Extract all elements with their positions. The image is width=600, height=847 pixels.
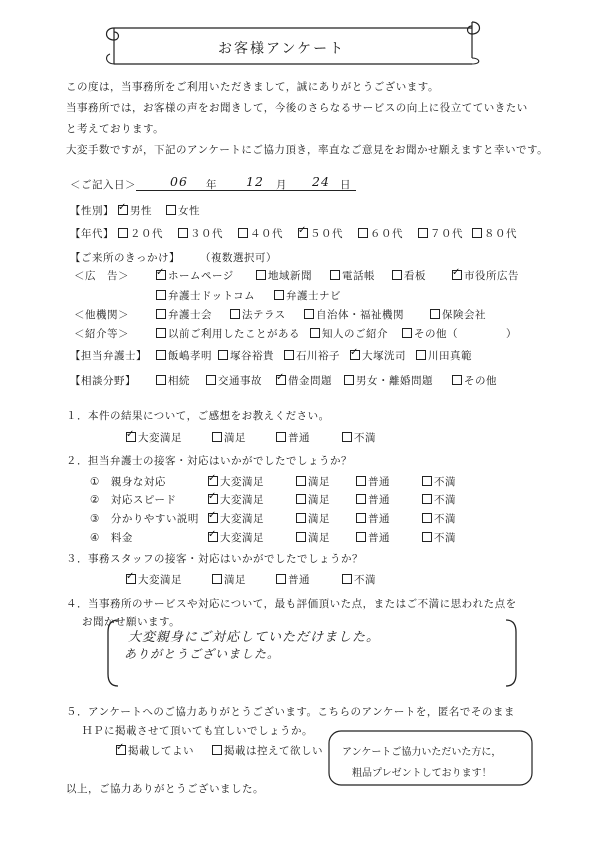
option-label: 満足: [308, 494, 330, 506]
checkbox-icon[interactable]: [178, 228, 188, 238]
field-option[interactable]: [276, 374, 332, 388]
checkbox-icon[interactable]: [356, 532, 366, 542]
checkbox-checked-icon[interactable]: [208, 494, 218, 504]
other-agency-option[interactable]: [230, 308, 286, 322]
date-underline: [136, 190, 356, 191]
lawyer-option[interactable]: [156, 349, 212, 363]
q2-option[interactable]: [296, 493, 330, 507]
checkbox-checked-icon[interactable]: [452, 270, 462, 280]
checkbox-icon[interactable]: [256, 270, 266, 280]
q2-row-label: ① 親身な対応: [90, 476, 166, 488]
option-label: 普通: [368, 494, 390, 506]
option-label: 借金問題: [288, 375, 332, 387]
q3-option[interactable]: [212, 573, 246, 587]
ad-option[interactable]: [452, 269, 519, 283]
ad-option[interactable]: [330, 269, 375, 283]
date-label: ＜ご記入日＞: [70, 179, 136, 191]
option-label: その他: [464, 375, 497, 387]
lawyer-option[interactable]: [218, 349, 274, 363]
option-label: 満足: [308, 513, 330, 525]
option-label: 不満: [434, 513, 456, 525]
age-option[interactable]: [118, 227, 163, 241]
checkbox-icon[interactable]: [238, 228, 248, 238]
checkbox-checked-icon[interactable]: [298, 228, 308, 238]
lawyer-option[interactable]: [350, 349, 406, 363]
age-option[interactable]: [418, 227, 463, 241]
closing-text: 以上，ご協力ありがとうございました。: [66, 783, 264, 795]
option-label: 不満: [354, 432, 376, 444]
checkbox-icon[interactable]: [296, 532, 306, 542]
age-option[interactable]: [358, 227, 403, 241]
option-label: 弁護士会: [168, 309, 212, 321]
intro-line-3: と考えております。: [66, 123, 165, 135]
field-option[interactable]: [206, 374, 262, 388]
checkbox-icon[interactable]: [156, 375, 166, 385]
option-label: 大変満足: [138, 432, 182, 444]
q2-option[interactable]: [208, 531, 264, 545]
option-label: 弁護士ナビ: [286, 290, 341, 302]
option-label: ３０代: [190, 228, 223, 240]
q2-option[interactable]: [296, 512, 330, 526]
option-label: 大変満足: [138, 574, 182, 586]
gender-option[interactable]: [118, 204, 152, 218]
q2-option[interactable]: [296, 531, 330, 545]
q3-option[interactable]: [276, 573, 310, 587]
date-year-value[interactable]: 06: [170, 174, 188, 189]
option-label: ８０代: [484, 228, 517, 240]
q1-option[interactable]: [342, 431, 376, 445]
q2-option[interactable]: [208, 475, 264, 489]
option-label: 大変満足: [220, 494, 264, 506]
q2-option[interactable]: [296, 475, 330, 489]
checkbox-icon[interactable]: [330, 270, 340, 280]
q4-text-line-2: お聞かせ願います。: [82, 616, 181, 628]
q4-text-line-1: ４．当事務所のサービスや対応について，最も評価頂いた点，またはご不満に思われた点を: [66, 598, 517, 610]
option-label: 自治体・福祉機関: [316, 309, 404, 321]
date-month-unit: 月: [276, 179, 287, 191]
option-label: ホームページ: [168, 270, 234, 282]
q4-answer-line-2[interactable]: ありがとうございました。: [124, 647, 281, 661]
option-label: 不満: [354, 574, 376, 586]
checkbox-icon[interactable]: [274, 290, 284, 300]
q5-text-line-1: ５．アンケートへのご協力ありがとうございます。こちらのアンケートを，匿名でそのまま: [66, 706, 515, 718]
option-label: 保険会社: [442, 309, 486, 321]
checkbox-icon[interactable]: [296, 476, 306, 486]
date-year-unit: 年: [206, 179, 217, 191]
option-label: 不満: [434, 494, 456, 506]
option-label: 地域新聞: [268, 270, 312, 282]
checkbox-icon[interactable]: [472, 228, 482, 238]
checkbox-icon[interactable]: [284, 350, 294, 360]
trigger-label: 【ご来所のきっかけ】: [70, 252, 180, 264]
option-label: 飯嶋孝明: [168, 350, 212, 362]
q2-text: ２．担当弁護士の接客・対応はいかがでしたでしょうか？: [66, 455, 352, 467]
option-label: 大塚洸司: [362, 350, 406, 362]
checkbox-icon[interactable]: [230, 309, 240, 319]
q1-option[interactable]: [126, 431, 182, 445]
checkbox-icon[interactable]: [212, 574, 222, 584]
option-label: 塚谷裕貴: [230, 350, 274, 362]
checkbox-icon[interactable]: [422, 532, 432, 542]
q3-option[interactable]: [342, 573, 376, 587]
option-label: 普通: [368, 513, 390, 525]
option-label: ６０代: [370, 228, 403, 240]
option-label: その他（: [414, 328, 458, 340]
option-label: 掲載は控えて欲しい: [224, 745, 323, 757]
q5-option[interactable]: [116, 744, 194, 758]
option-label: 大変満足: [220, 476, 264, 488]
other-agency-label: ＜他機関＞: [74, 309, 129, 321]
option-label: 男性: [130, 205, 152, 217]
q2-option[interactable]: [422, 493, 456, 507]
checkbox-checked-icon[interactable]: [208, 476, 218, 486]
option-label: 普通: [368, 476, 390, 488]
option-label: 男女・離婚問題: [356, 375, 433, 387]
option-label: 掲載してよい: [128, 745, 194, 757]
option-label: 満足: [308, 476, 330, 488]
checkbox-icon[interactable]: [156, 328, 166, 338]
checkbox-icon[interactable]: [212, 432, 222, 442]
checkbox-icon[interactable]: [156, 290, 166, 300]
ad-option[interactable]: [156, 289, 255, 303]
q1-text: １．本件の結果について，ご感想をお教えください。: [66, 410, 330, 422]
q5-option[interactable]: [212, 744, 323, 758]
checkbox-checked-icon[interactable]: [350, 350, 360, 360]
referral-option[interactable]: [156, 327, 300, 341]
checkbox-icon[interactable]: [356, 476, 366, 486]
q2-option[interactable]: [208, 493, 264, 507]
option-label: 普通: [288, 574, 310, 586]
checkbox-icon[interactable]: [422, 494, 432, 504]
q2-option[interactable]: [422, 512, 456, 526]
date-day-value[interactable]: 24: [312, 174, 330, 189]
option-label: ７０代: [430, 228, 463, 240]
option-label: 市役所広告: [464, 270, 519, 282]
checkbox-icon[interactable]: [156, 309, 166, 319]
q2-row-label: ④ 料金: [90, 532, 133, 544]
checkbox-icon[interactable]: [212, 745, 222, 755]
ad-option[interactable]: [256, 269, 312, 283]
intro-line-2: 当事務所では，お客様の声をお聞きして，今後のさらなるサービスの向上に役立てていきたい: [66, 102, 528, 114]
checkbox-icon[interactable]: [276, 432, 286, 442]
other-agency-option[interactable]: [304, 308, 404, 322]
option-label: 大変満足: [220, 513, 264, 525]
other-agency-option[interactable]: [156, 308, 212, 322]
field-option[interactable]: [156, 374, 190, 388]
checkbox-icon[interactable]: [356, 494, 366, 504]
referral-close-paren: ）: [506, 328, 517, 340]
referral-label: ＜紹介等＞: [74, 328, 129, 340]
checkbox-icon[interactable]: [342, 432, 352, 442]
checkbox-icon[interactable]: [430, 309, 440, 319]
age-option[interactable]: [238, 227, 283, 241]
gender-option[interactable]: [166, 204, 200, 218]
checkbox-icon[interactable]: [166, 205, 176, 215]
q2-option[interactable]: [422, 531, 456, 545]
option-label: 石川裕子: [296, 350, 340, 362]
option-label: ４０代: [250, 228, 283, 240]
checkbox-icon[interactable]: [422, 513, 432, 523]
checkbox-icon[interactable]: [358, 228, 368, 238]
option-label: 川田真範: [428, 350, 472, 362]
option-label: 相続: [168, 375, 190, 387]
q1-option[interactable]: [212, 431, 246, 445]
lawyer-option[interactable]: [284, 349, 340, 363]
option-label: 弁護士ドットコム: [168, 290, 256, 302]
checkbox-icon[interactable]: [156, 350, 166, 360]
checkbox-checked-icon[interactable]: [208, 532, 218, 542]
field-option[interactable]: [344, 374, 433, 388]
checkbox-icon[interactable]: [344, 375, 354, 385]
q2-row-label: ③ 分かりやすい説明: [90, 513, 199, 525]
gender-label: 【性別】: [70, 205, 114, 217]
q2-option[interactable]: [356, 512, 390, 526]
trigger-note: （複数選択可）: [200, 252, 277, 264]
option-label: ５０代: [310, 228, 343, 240]
q3-text: ３．事務スタッフの接客・対応はいかがでしたでしょうか？: [66, 553, 363, 565]
checkbox-icon[interactable]: [356, 513, 366, 523]
option-label: 女性: [178, 205, 200, 217]
field-label: 【相談分野】: [70, 375, 136, 387]
option-label: 知人のご紹介: [322, 328, 388, 340]
option-label: 大変満足: [220, 532, 264, 544]
checkbox-icon[interactable]: [418, 228, 428, 238]
option-label: 満足: [308, 532, 330, 544]
q1-option[interactable]: [276, 431, 310, 445]
checkbox-icon[interactable]: [422, 476, 432, 486]
referral-option[interactable]: [310, 327, 388, 341]
q3-option[interactable]: [126, 573, 182, 587]
checkbox-icon[interactable]: [304, 309, 314, 319]
q2-option[interactable]: [422, 475, 456, 489]
checkbox-icon[interactable]: [392, 270, 402, 280]
lawyer-label: 【担当弁護士】: [70, 350, 147, 362]
q5-text-line-2: ＨＰに掲載させて頂いても宜しいでしょうか。: [82, 725, 313, 737]
age-option[interactable]: [472, 227, 517, 241]
checkbox-checked-icon[interactable]: [116, 745, 126, 755]
checkbox-icon[interactable]: [206, 375, 216, 385]
q2-row-label: ② 対応スピード: [90, 494, 177, 506]
checkbox-icon[interactable]: [452, 375, 462, 385]
checkbox-checked-icon[interactable]: [118, 205, 128, 215]
lawyer-option[interactable]: [416, 349, 472, 363]
option-label: 電話帳: [342, 270, 375, 282]
checkbox-icon[interactable]: [218, 350, 228, 360]
option-label: 不満: [434, 476, 456, 488]
ad-label: ＜広 告＞: [74, 270, 129, 282]
q2-option[interactable]: [208, 512, 264, 526]
other-agency-option[interactable]: [430, 308, 486, 322]
field-option[interactable]: [452, 374, 497, 388]
referral-option[interactable]: [402, 327, 458, 341]
option-label: 不満: [434, 532, 456, 544]
option-label: 普通: [288, 432, 310, 444]
option-label: ２０代: [130, 228, 163, 240]
option-label: 法テラス: [242, 309, 286, 321]
q4-answer-line-1[interactable]: 大変親身にご対応していただけました。: [128, 630, 381, 645]
option-label: 交通事故: [218, 375, 262, 387]
option-label: 満足: [224, 574, 246, 586]
option-label: 以前ご利用したことがある: [168, 328, 300, 340]
checkbox-checked-icon[interactable]: [276, 375, 286, 385]
checkbox-icon[interactable]: [296, 513, 306, 523]
gift-notice-line-2: 粗品プレゼントしております！: [352, 768, 492, 779]
q2-option[interactable]: [356, 475, 390, 489]
checkbox-checked-icon[interactable]: [126, 574, 136, 584]
checkbox-icon[interactable]: [402, 328, 412, 338]
ad-option[interactable]: [392, 269, 426, 283]
checkbox-icon[interactable]: [416, 350, 426, 360]
checkbox-icon[interactable]: [310, 328, 320, 338]
age-option[interactable]: [298, 227, 343, 241]
ad-option[interactable]: [156, 269, 234, 283]
page-title: お客様アンケート: [218, 41, 346, 57]
date-day-unit: 日: [340, 179, 351, 191]
q2-option[interactable]: [356, 493, 390, 507]
checkbox-checked-icon[interactable]: [208, 513, 218, 523]
checkbox-icon[interactable]: [296, 494, 306, 504]
checkbox-icon[interactable]: [118, 228, 128, 238]
date-month-value[interactable]: 12: [246, 174, 264, 189]
checkbox-icon[interactable]: [276, 574, 286, 584]
option-label: 普通: [368, 532, 390, 544]
intro-line-4: 大変手数ですが，下記のアンケートにご協力頂き，率直なご意見をお聞かせ願えますと幸いです。: [66, 144, 549, 156]
intro-line-1: この度は，当事務所をご利用いただきまして，誠にありがとうございます。: [66, 81, 439, 93]
q2-option[interactable]: [356, 531, 390, 545]
age-label: 【年代】: [70, 228, 114, 240]
checkbox-checked-icon[interactable]: [156, 270, 166, 280]
option-label: 看板: [404, 270, 426, 282]
ad-option[interactable]: [274, 289, 341, 303]
gift-notice-line-1: アンケートご協力いただいた方に，: [342, 747, 502, 758]
age-option[interactable]: [178, 227, 223, 241]
option-label: 満足: [224, 432, 246, 444]
checkbox-icon[interactable]: [342, 574, 352, 584]
checkbox-checked-icon[interactable]: [126, 432, 136, 442]
